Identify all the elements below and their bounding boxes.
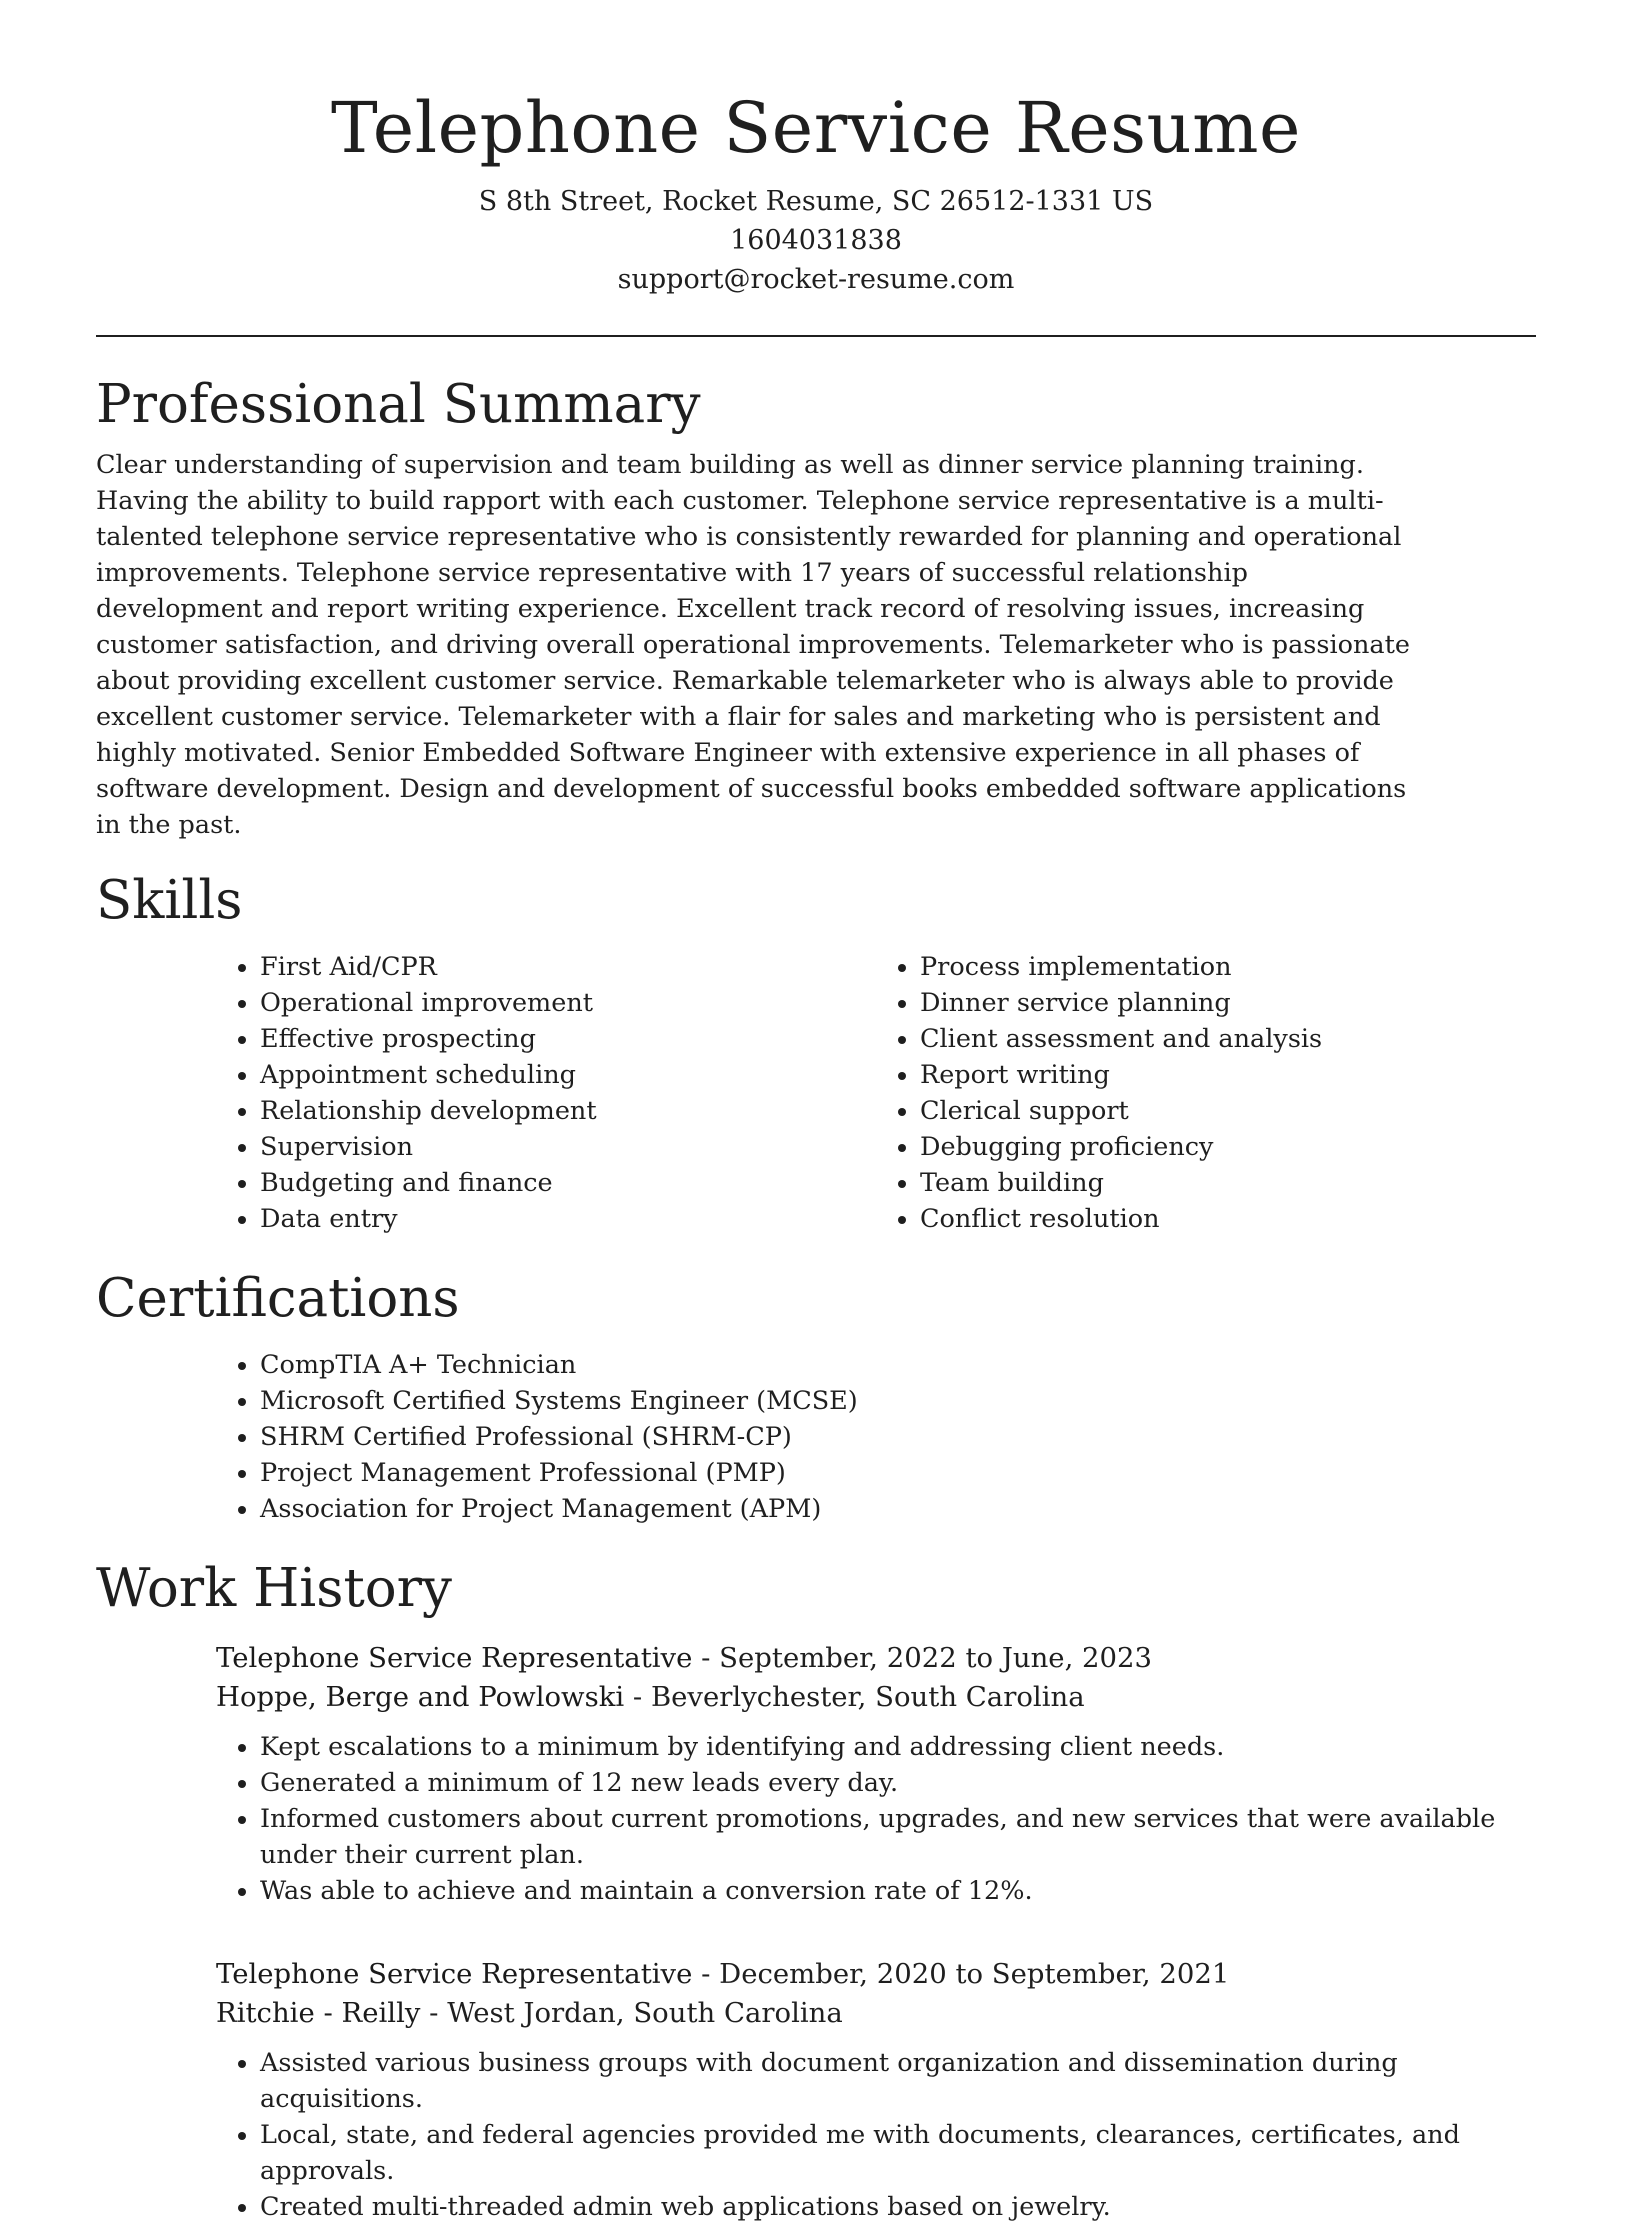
skill-item: • Team building — [920, 1165, 1536, 1201]
job-company: Ritchie - Reilly — [216, 1997, 421, 2029]
summary-text: Clear understanding of supervision and team building as well as dinner service planning training. Having the ability to build rapport with each customer. Telephone service representative is a multi-talented telephone service representative who is consistently rewarded for planning and operational improvements. Telephone service representative with 17 years of successful relationship development and report writing experience. Excellent track record of resolving issues, increasing customer satisfaction, and driving overall operational improvements. Telemarketer who is passionate about providing excellent customer service. Remarkable telemarketer who is always able to provide excellent customer service. Telemarketer with a flair for sales and marketing who is persistent and highly motivated. Senior Embedded Software Engineer with extensive experience in all phases of software development. Design and development of successful books embedded software applications in the past. — [96, 450, 1410, 840]
certification-item: • Microsoft Certified Systems Engineer (MCSE) — [260, 1383, 1536, 1419]
job-bullet: • Local, state, and federal agencies provided me with documents, clearances, certificates, and approvals. — [260, 2117, 1536, 2189]
skill-item: • Relationship development — [260, 1093, 876, 1129]
resume-header — [96, 0, 1536, 299]
skill-item: • Operational improvement — [260, 985, 876, 1021]
certification-item: • SHRM Certified Professional (SHRM-CP) — [260, 1419, 1536, 1455]
resume-title: Telephone Service Resume — [331, 87, 1301, 169]
skills-column-left — [216, 949, 876, 1237]
resume-page — [96, 0, 1536, 2225]
certification-item: • CompTIA A+ Technician — [260, 1347, 1536, 1383]
address: S 8th Street, Rocket Resume, SC 26512-1331 US — [478, 186, 1154, 217]
certification-item: • Association for Project Management (APM) — [260, 1491, 1536, 1527]
skill-item: • First Aid/CPR — [260, 949, 876, 985]
job-bullet: • Was able to achieve and maintain a conversion rate of 12%. — [260, 1873, 1536, 1909]
work-history-heading: Work History — [96, 1558, 452, 1619]
job-separator: - — [701, 1958, 720, 1990]
skill-item: • Budgeting and finance — [260, 1165, 876, 1201]
header-divider — [96, 335, 1536, 337]
skill-item: • Client assessment and analysis — [920, 1021, 1536, 1057]
certifications-list — [216, 1347, 1536, 1527]
skills-heading: Skills — [96, 870, 243, 931]
skill-item: • Process implementation — [920, 949, 1536, 985]
job-title-line — [216, 1955, 1536, 1994]
certifications-heading: Certifications — [96, 1268, 460, 1329]
job-entry — [216, 1639, 1536, 1909]
skills-list — [216, 949, 1536, 1237]
job-bullet: • Informed customers about current promotions, upgrades, and new services that were available under their current plan. — [260, 1801, 1536, 1873]
skill-item: • Effective prospecting — [260, 1021, 876, 1057]
summary-heading: Professional Summary — [96, 374, 701, 435]
job-bullets — [216, 1729, 1536, 1909]
job-role: Telephone Service Representative — [216, 1958, 693, 1990]
phone: 1604031838 — [730, 225, 902, 256]
job-entry — [216, 1955, 1536, 2225]
job-separator: - — [632, 1681, 651, 1713]
skill-item: • Supervision — [260, 1129, 876, 1165]
certification-item: • Project Management Professional (PMP) — [260, 1455, 1536, 1491]
job-bullets — [216, 2045, 1536, 2225]
skills-column-right — [876, 949, 1536, 1237]
skill-item: • Conflict resolution — [920, 1201, 1536, 1237]
skill-item: • Dinner service planning — [920, 985, 1536, 1021]
job-bullet: • Created multi-threaded admin web applications based on jewelry. — [260, 2189, 1536, 2225]
job-dates: September, 2022 to June, 2023 — [719, 1642, 1153, 1674]
job-separator: - — [701, 1642, 720, 1674]
skill-item: • Appointment scheduling — [260, 1057, 876, 1093]
skill-item: • Data entry — [260, 1201, 876, 1237]
job-separator: - — [429, 1997, 448, 2029]
job-bullet: • Kept escalations to a minimum by identifying and addressing client needs. — [260, 1729, 1536, 1765]
job-title-line — [216, 1639, 1536, 1678]
job-role: Telephone Service Representative — [216, 1642, 693, 1674]
job-location: West Jordan, South Carolina — [447, 1997, 843, 2029]
skill-item: • Clerical support — [920, 1093, 1536, 1129]
contact-block — [96, 182, 1536, 299]
skill-item: • Report writing — [920, 1057, 1536, 1093]
skill-item: • Debugging proficiency — [920, 1129, 1536, 1165]
job-company-line — [216, 1678, 1536, 1717]
email: support@rocket-resume.com — [617, 264, 1015, 295]
job-company-line — [216, 1994, 1536, 2033]
job-dates: December, 2020 to September, 2021 — [719, 1958, 1230, 1990]
job-location: Beverlychester, South Carolina — [650, 1681, 1085, 1713]
job-company: Hoppe, Berge and Powlowski — [216, 1681, 625, 1713]
job-bullet: • Assisted various business groups with document organization and dissemination during acquisitions. — [260, 2045, 1536, 2117]
job-bullet: • Generated a minimum of 12 new leads every day. — [260, 1765, 1536, 1801]
